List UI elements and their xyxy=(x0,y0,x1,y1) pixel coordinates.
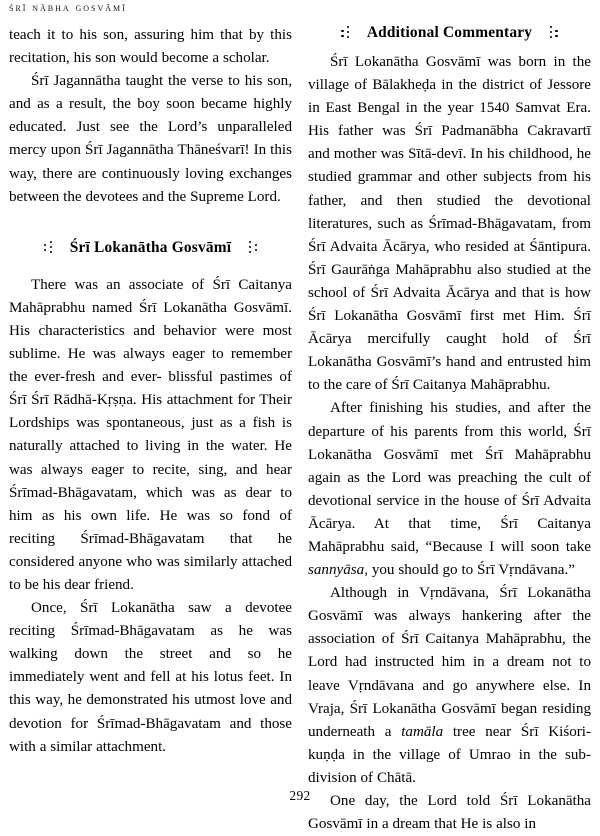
dot-cluster-ornament xyxy=(44,240,57,255)
paragraph: One day, the Lord told Śrī Lokanātha Gosvāmī in a dream that He is also in xyxy=(308,793,591,833)
page-number: 292 xyxy=(289,788,311,803)
section-heading-label: Additional Commentary xyxy=(366,24,533,41)
paragraph: Although in Vṛndāvana, Śrī Lokanātha Gosvāmī was always hankering after the association of Śrī Caitanya Mahāprabhu, the Lord had instructed him in a dream not to leave Vṛndāvana and go anywhere else. In Vraja, Śrī Lokanātha Gosvāmī began residing underneath a tamāla tree near Śrī Kiśori-kuṇḍa in the village of Umrao in the sub-division of Chātā. xyxy=(308,585,591,786)
paragraph: Once, Śrī Lokanātha saw a devotee reciting Śrīmad-Bhāgavatam as he was walking down the street and so he immediately went and fell at his lotus feet. In this way, he demonstrated his utmost love and devotion for Śrīmad-Bhāgavatam and those with a similar attachment. xyxy=(9,600,292,755)
section-heading-label: Śrī Lokanātha Gosvāmī xyxy=(69,238,232,256)
left-column xyxy=(9,24,292,759)
paragraph: There was an associate of Śrī Caitanya Mahāprabhu named Śrī Lokanātha Gosvāmī. His characteristics and behavior were most sublime. He was always eager to remember the ever-fresh and ever- blissful pastimes of Śrī Śrī Rādhā-Kṛṣṇa. His attachment for Their Lordships was spontaneous, just as a fish is naturally attached to living in the water. He was always eager to recite, sing, and hear Śrīmad-Bhāgavatam, which was as dear to him as his own life. He was so fond of reciting Śrīmad-Bhāgavatam that he considered anyone who was similarly attached to be his dear friend. xyxy=(9,276,292,593)
running-head: śrī nābha gosvāmī xyxy=(9,2,127,14)
section-heading-lokanatha xyxy=(9,239,292,257)
dot-cluster-ornament xyxy=(244,240,257,255)
dot-cluster-ornament xyxy=(341,26,354,41)
right-column xyxy=(308,24,591,836)
paragraph: Śrī Jagannātha taught the verse to his son, and as a result, the boy soon became highly educated. Just see the Lord’s unparalleled mercy upon Śrī Jagannātha Thāneśvarī! In this way, there are continuously loving exchanges between the devotees and the Supreme Lord. xyxy=(9,73,292,205)
dot-cluster-ornament xyxy=(545,26,558,41)
paragraph: teach it to his son, assuring him that by this recitation, his son would become a scholar. xyxy=(9,27,292,67)
paragraph: Śrī Lokanātha Gosvāmī was born in the village of Bālakheḍa in the district of Jessore in East Bengal in the year 1540 Samvat Era. His father was Śrī Padmanābha Cakravartī and mother was Sītā-devī. In his childhood, he studied grammar and other subjects from his father, and then studied the devotional literatures, such as Śrīmad-Bhāgavatam, from Śrī Advaita Ācārya, who resided at Śāntipura. Śrī Gaurāṅga Mahāprabhu also studied at the school of Śrī Advaita Ācārya and that is how Śrī Lokanātha Gosvāmī first met Him. Śrī Ācārya mercifully caught hold of Śrī Lokanātha Gosvāmī’s hand and entrusted him to the care of Śrī Caitanya Mahāprabhu. xyxy=(308,54,591,394)
section-heading-additional-commentary xyxy=(308,24,591,42)
paragraph: After finishing his studies, and after the departure of his parents from this world, Śrī Lokanātha Gosvāmī met Śrī Mahāprabhu again as the Lord was preaching the cult of devotional service in the house of Śrī Advaita Ācārya. At that time, Śrī Caitanya Mahāprabhu said, “Because I will soon take sannyāsa, you should go to Śrī Vṛndāvana.” xyxy=(308,400,591,579)
